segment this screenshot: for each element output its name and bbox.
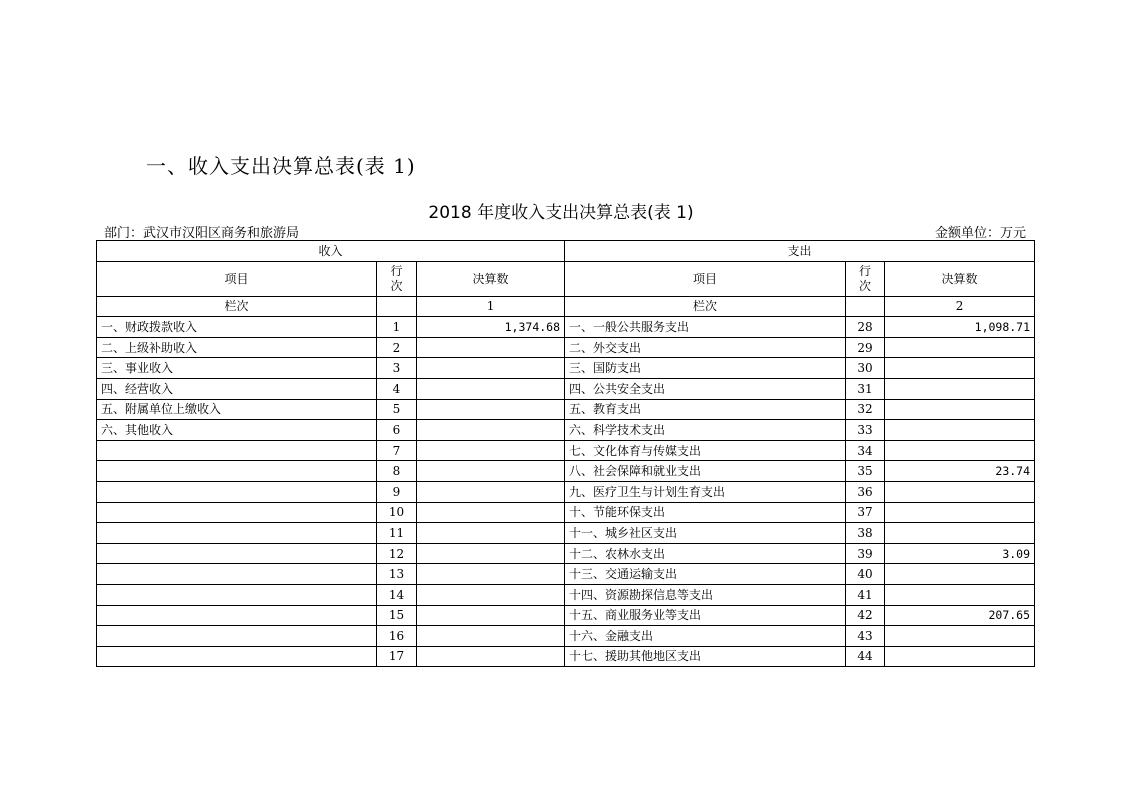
expense-item-cell: 十七、援助其他地区支出 (565, 646, 846, 667)
income-item-cell: 三、事业收入 (97, 358, 377, 379)
expense-item-cell: 十三、交通运输支出 (565, 564, 846, 585)
expense-item-cell: 三、国防支出 (565, 358, 846, 379)
income-amount-cell (417, 543, 565, 564)
expense-item-cell: 十四、资源勘探信息等支出 (565, 584, 846, 605)
expense-line-cell: 31 (846, 378, 885, 399)
expense-item-cell: 一、一般公共服务支出 (565, 317, 846, 338)
table-row (97, 646, 1035, 667)
expense-item-cell: 四、公共安全支出 (565, 378, 846, 399)
expense-column-label: 栏次 (565, 296, 846, 317)
expense-line-cell: 36 (846, 481, 885, 502)
table-row (97, 378, 1035, 399)
table-row (97, 358, 1035, 379)
table-row (97, 481, 1035, 502)
expense-item-cell: 十六、金融支出 (565, 626, 846, 647)
income-amount-cell (417, 584, 565, 605)
income-amount-cell (417, 399, 565, 420)
income-line-cell: 9 (377, 481, 417, 502)
income-item-cell (97, 646, 377, 667)
expense-item-cell: 十五、商业服务业等支出 (565, 605, 846, 626)
income-line-cell: 5 (377, 399, 417, 420)
table-row (97, 420, 1035, 441)
department-label: 部门：武汉市汉阳区商务和旅游局 (104, 226, 300, 241)
income-item-cell: 一、财政拨款收入 (97, 317, 377, 338)
expense-line-cell: 44 (846, 646, 885, 667)
expense-item-cell: 八、社会保障和就业支出 (565, 461, 846, 482)
column-number-row (97, 296, 1035, 317)
income-column-number: 1 (417, 296, 565, 317)
table-row (97, 461, 1035, 482)
income-line-cell: 7 (377, 440, 417, 461)
expense-amount-cell (885, 646, 1035, 667)
expense-amount-cell (885, 502, 1035, 523)
expense-amount-cell (885, 481, 1035, 502)
income-line-cell: 17 (377, 646, 417, 667)
expense-item-cell: 十二、农林水支出 (565, 543, 846, 564)
income-item-cell (97, 502, 377, 523)
income-column-label: 栏次 (97, 296, 377, 317)
table-row (97, 605, 1035, 626)
expense-amount-cell (885, 523, 1035, 544)
income-amount-cell (417, 646, 565, 667)
expense-item-cell: 七、文化体育与传媒支出 (565, 440, 846, 461)
income-line-cell: 8 (377, 461, 417, 482)
income-item-cell (97, 481, 377, 502)
income-amount-cell (417, 358, 565, 379)
expense-item-cell: 十、节能环保支出 (565, 502, 846, 523)
income-line-cell: 14 (377, 584, 417, 605)
section-heading: 一、收入支出决算总表(表 1) (146, 154, 416, 178)
income-line-cell: 2 (377, 337, 417, 358)
income-amount-cell (417, 461, 565, 482)
expense-amount-cell (885, 440, 1035, 461)
expense-item-cell: 六、科学技术支出 (565, 420, 846, 441)
empty-cell (846, 296, 885, 317)
income-item-cell: 五、附属单位上缴收入 (97, 399, 377, 420)
expense-item-cell: 五、教育支出 (565, 399, 846, 420)
expense-item-cell: 十一、城乡社区支出 (565, 523, 846, 544)
income-item-cell: 六、其他收入 (97, 420, 377, 441)
income-amount-cell (417, 523, 565, 544)
table-row (97, 317, 1035, 338)
expense-line-cell: 38 (846, 523, 885, 544)
income-item-cell (97, 564, 377, 585)
income-item-header: 项目 (97, 261, 377, 296)
expense-amount-cell (885, 378, 1035, 399)
expense-amount-cell: 23.74 (885, 461, 1035, 482)
income-line-cell: 4 (377, 378, 417, 399)
table-title: 2018 年度收入支出决算总表(表 1) (428, 203, 694, 223)
income-item-cell: 四、经营收入 (97, 378, 377, 399)
income-line-cell: 11 (377, 523, 417, 544)
income-amount-cell (417, 626, 565, 647)
income-amount-cell (417, 378, 565, 399)
unit-label: 金额单位：万元 (934, 226, 1026, 241)
expense-line-cell: 39 (846, 543, 885, 564)
expense-amount-header: 决算数 (885, 261, 1035, 296)
income-line-cell: 12 (377, 543, 417, 564)
expense-line-cell: 32 (846, 399, 885, 420)
table-row (97, 626, 1035, 647)
line-header-bottom: 次 (390, 278, 403, 293)
table-row (97, 543, 1035, 564)
expense-line-cell: 29 (846, 337, 885, 358)
expense-amount-cell (885, 626, 1035, 647)
table-row (97, 502, 1035, 523)
income-amount-cell (417, 481, 565, 502)
income-item-cell (97, 440, 377, 461)
income-line-cell: 6 (377, 420, 417, 441)
expense-line-cell: 34 (846, 440, 885, 461)
income-expense-table (96, 240, 1035, 667)
income-item-cell (97, 461, 377, 482)
expense-line-cell: 28 (846, 317, 885, 338)
income-item-cell (97, 605, 377, 626)
line-header-top: 行 (390, 263, 403, 278)
expense-item-cell: 二、外交支出 (565, 337, 846, 358)
line-header-bottom: 次 (859, 278, 872, 293)
expense-group-header: 支出 (565, 241, 1035, 262)
expense-item-header: 项目 (565, 261, 846, 296)
income-line-cell: 1 (377, 317, 417, 338)
income-amount-cell (417, 502, 565, 523)
income-line-cell: 15 (377, 605, 417, 626)
expense-item-cell: 九、医疗卫生与计划生育支出 (565, 481, 846, 502)
expense-line-cell: 43 (846, 626, 885, 647)
expense-line-cell: 40 (846, 564, 885, 585)
expense-amount-cell (885, 337, 1035, 358)
income-item-cell: 二、上级补助收入 (97, 337, 377, 358)
expense-line-cell: 41 (846, 584, 885, 605)
expense-amount-cell (885, 399, 1035, 420)
income-amount-cell (417, 337, 565, 358)
income-group-header: 收入 (97, 241, 565, 262)
table-row (97, 399, 1035, 420)
expense-column-number: 2 (885, 296, 1035, 317)
expense-line-cell: 35 (846, 461, 885, 482)
income-amount-header: 决算数 (417, 261, 565, 296)
expense-line-header (846, 261, 885, 296)
expense-amount-cell (885, 564, 1035, 585)
income-line-cell: 3 (377, 358, 417, 379)
income-amount-cell (417, 420, 565, 441)
empty-cell (377, 296, 417, 317)
income-item-cell (97, 626, 377, 647)
income-item-cell (97, 543, 377, 564)
table-row (97, 564, 1035, 585)
income-line-cell: 13 (377, 564, 417, 585)
income-item-cell (97, 584, 377, 605)
meta-row (104, 222, 1026, 241)
income-line-cell: 10 (377, 502, 417, 523)
table-row (97, 523, 1035, 544)
income-item-cell (97, 523, 377, 544)
expense-amount-cell: 3.09 (885, 543, 1035, 564)
table-row (97, 337, 1035, 358)
expense-line-cell: 33 (846, 420, 885, 441)
table-row (97, 584, 1035, 605)
expense-amount-cell (885, 420, 1035, 441)
income-amount-cell (417, 440, 565, 461)
expense-line-cell: 42 (846, 605, 885, 626)
income-amount-cell: 1,374.68 (417, 317, 565, 338)
column-header-row (97, 261, 1035, 296)
expense-amount-cell: 207.65 (885, 605, 1035, 626)
expense-line-cell: 37 (846, 502, 885, 523)
income-line-cell: 16 (377, 626, 417, 647)
line-header-top: 行 (859, 263, 872, 278)
group-header-row (97, 241, 1035, 262)
income-line-header (377, 261, 417, 296)
table-row (97, 440, 1035, 461)
income-amount-cell (417, 605, 565, 626)
expense-line-cell: 30 (846, 358, 885, 379)
income-amount-cell (417, 564, 565, 585)
expense-amount-cell: 1,098.71 (885, 317, 1035, 338)
expense-amount-cell (885, 358, 1035, 379)
expense-amount-cell (885, 584, 1035, 605)
